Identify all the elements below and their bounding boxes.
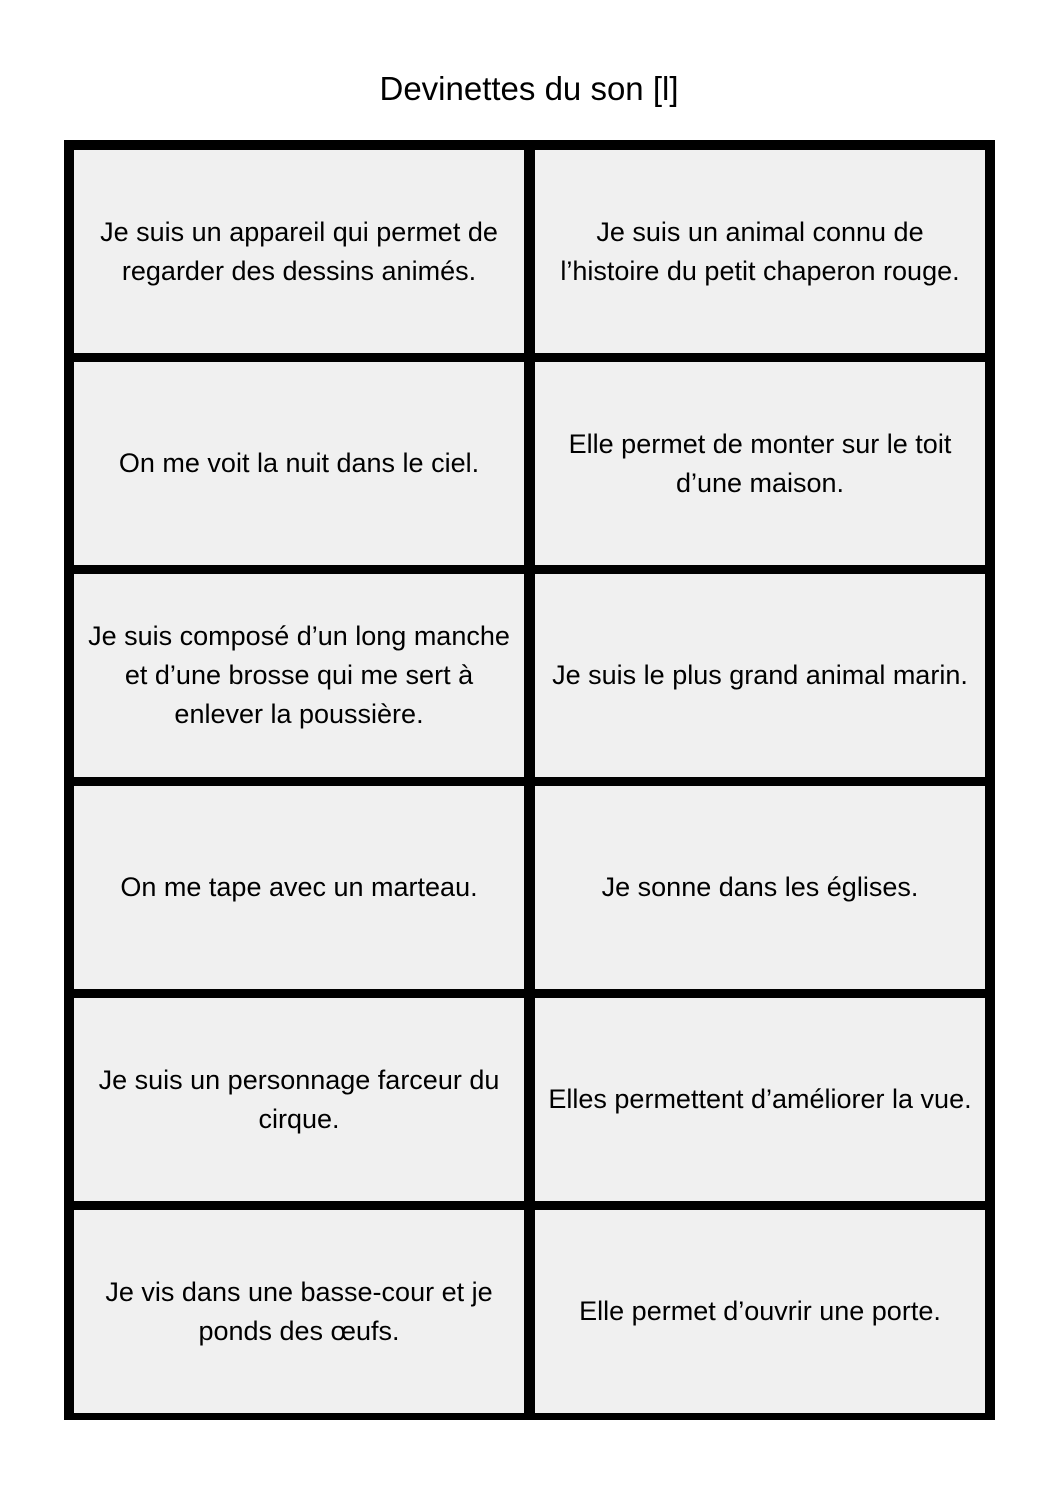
riddle-card: [535, 574, 985, 777]
riddle-text: Je suis composé d’un long manche et d’une brosse qui me sert à enlever la poussière.: [88, 621, 510, 729]
riddle-card: [535, 998, 985, 1201]
page-title: Devinettes du son [l]: [379, 70, 679, 107]
riddle-card: [74, 1210, 524, 1413]
riddle-card: [535, 1210, 985, 1413]
riddle-card: [74, 362, 524, 565]
riddle-text: Je suis un animal connu de l’histoire du petit chaperon rouge.: [560, 216, 960, 286]
riddle-text: Je vis dans une basse-cour et je ponds des œufs.: [105, 1276, 493, 1346]
riddle-text: Je sonne dans les églises.: [601, 872, 919, 902]
riddle-text: On me tape avec un marteau.: [120, 872, 478, 902]
riddle-text: Je suis un personnage farceur du cirque.: [98, 1064, 500, 1134]
riddle-card: [74, 574, 524, 777]
riddle-card: [74, 150, 524, 353]
riddle-card: [74, 998, 524, 1201]
riddle-text: Je suis le plus grand animal marin.: [552, 660, 968, 690]
riddle-card: [74, 786, 524, 989]
riddle-text: Elles permettent d’améliorer la vue.: [548, 1084, 972, 1114]
riddle-text: On me voit la nuit dans le ciel.: [118, 448, 480, 478]
riddle-card: [535, 362, 985, 565]
riddle-card: [535, 786, 985, 989]
riddle-text: Elle permet de monter sur le toit d’une maison.: [568, 428, 952, 498]
riddle-text: Elle permet d’ouvrir une porte.: [579, 1296, 941, 1326]
riddle-card: [535, 150, 985, 353]
riddle-text: Je suis un appareil qui permet de regarder des dessins animés.: [100, 216, 498, 286]
riddle-card-grid: [64, 140, 995, 1420]
